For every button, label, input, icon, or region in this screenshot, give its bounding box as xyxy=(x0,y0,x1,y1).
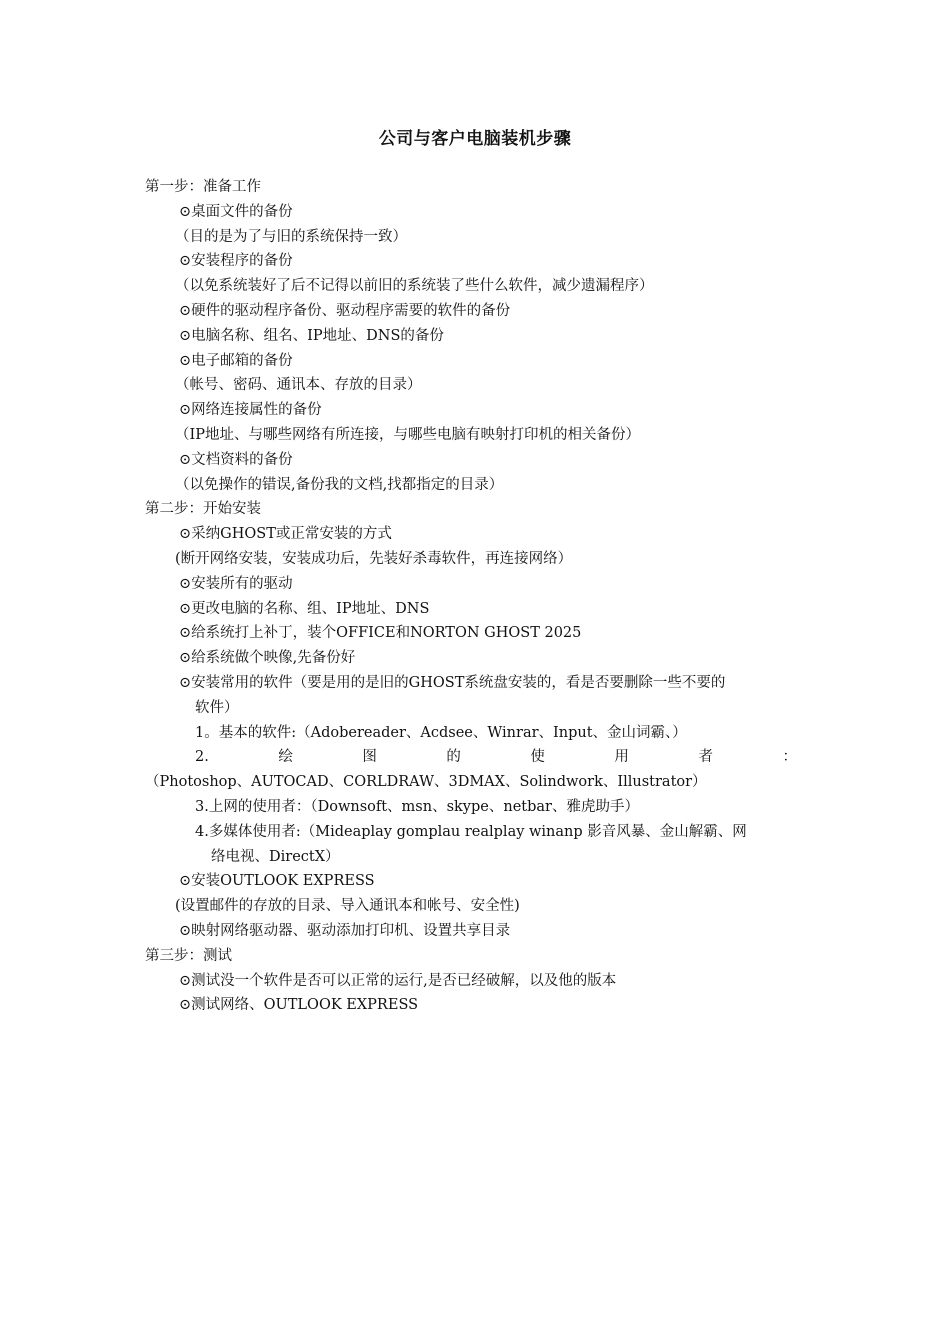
spread-word: ： xyxy=(782,749,797,766)
software-multimedia-cont: 络电视、DirectX） xyxy=(211,848,340,865)
document-body xyxy=(0,175,950,1018)
step2-item-image: ⊙给系统做个映像,先备份好 xyxy=(179,650,356,667)
step2-item-map-drives: ⊙映射网络驱动器、驱动添加打印机、设置共享目录 xyxy=(179,922,511,939)
step1-heading: 第一步：准备工作 xyxy=(145,179,261,195)
spread-word: 的 xyxy=(446,749,461,766)
software-internet: 3.上网的使用者：（Downsoft、msn、skype、netbar、雅虎助手） xyxy=(195,798,639,815)
step2-item-change-name: ⊙更改电脑的名称、组、IP地址、DNS xyxy=(179,600,430,617)
step1-note-email: （帐号、密码、通讯本、存放的目录） xyxy=(175,377,422,394)
step3-item-test-network: ⊙测试网络、OUTLOOK EXPRESS xyxy=(179,997,419,1014)
step2-note-outlook: (设置邮件的存放的目录、导入通讯本和帐号、安全性) xyxy=(175,898,520,915)
step1-note-purpose: （目的是为了与旧的系统保持一致） xyxy=(175,228,407,245)
step1-item-email-backup: ⊙电子邮箱的备份 xyxy=(179,352,293,369)
software-drawing-heading xyxy=(0,745,950,770)
step2-item-patches: ⊙给系统打上补丁，装个OFFICE和NORTON GHOST 2025 xyxy=(179,625,582,642)
step3-item-test-software: ⊙测试没一个软件是否可以正常的运行,是否已经破解，以及他的版本 xyxy=(179,972,617,989)
step2-heading: 第二步：开始安装 xyxy=(145,501,261,518)
step1-item-network-id-backup: ⊙电脑名称、组名、IP地址、DNS的备份 xyxy=(179,327,444,344)
step2-item-install-drivers: ⊙安装所有的驱动 xyxy=(179,575,293,592)
software-basic: 1。基本的软件:（Adobereader、Acdsee、Winrar、Input、金山词霸、） xyxy=(195,724,687,741)
software-drawing-list: （Photoshop、AUTOCAD、CORLDRAW、3DMAX、Solindwork、Illustrator） xyxy=(145,774,707,791)
spread-word: 用 xyxy=(614,749,629,766)
step1-note-network-props: （IP地址、与哪些网络有所连接，与哪些电脑有映射打印机的相关备份） xyxy=(175,426,640,443)
page-title: 公司与客户电脑装机步骤 xyxy=(378,129,572,149)
step2-item-outlook: ⊙安装OUTLOOK EXPRESS xyxy=(179,873,375,890)
step1-note-documents: （以免操作的错误,备份我的文档,找都指定的目录） xyxy=(175,476,504,493)
spread-word: 图 xyxy=(362,749,377,766)
step2-item-common-software: ⊙安装常用的软件（要是用的是旧的GHOST系统盘安装的，看是否要删除一些不要的 xyxy=(179,674,726,691)
step2-item-install-method: ⊙采纳GHOST或正常安装的方式 xyxy=(179,526,392,543)
step1-item-driver-backup: ⊙硬件的驱动程序备份、驱动程序需要的软件的备份 xyxy=(179,302,511,319)
spread-word: 绘 xyxy=(278,749,293,766)
step1-item-installer-backup: ⊙安装程序的备份 xyxy=(179,253,293,270)
software-multimedia: 4.多媒体使用者:（Mideaplay gomplau realplay winanp 影音风暴、金山解霸、网 xyxy=(195,823,747,840)
step1-item-desktop-backup: ⊙桌面文件的备份 xyxy=(179,203,293,220)
step2-item-common-software-cont: 软件） xyxy=(195,699,239,716)
step1-note-installer: （以免系统装好了后不记得以前旧的系统装了些什么软件，减少遗漏程序） xyxy=(175,278,654,295)
step1-item-network-props-backup: ⊙网络连接属性的备份 xyxy=(179,402,322,419)
spread-word: 2. xyxy=(195,749,209,766)
step3-heading: 第三步：测试 xyxy=(145,947,232,964)
spread-word: 使 xyxy=(530,749,545,766)
spread-word: 者 xyxy=(698,749,713,766)
step1-item-documents-backup: ⊙文档资料的备份 xyxy=(179,451,293,468)
step2-note-install-method: (断开网络安装，安装成功后，先装好杀毒软件，再连接网络） xyxy=(175,550,573,567)
